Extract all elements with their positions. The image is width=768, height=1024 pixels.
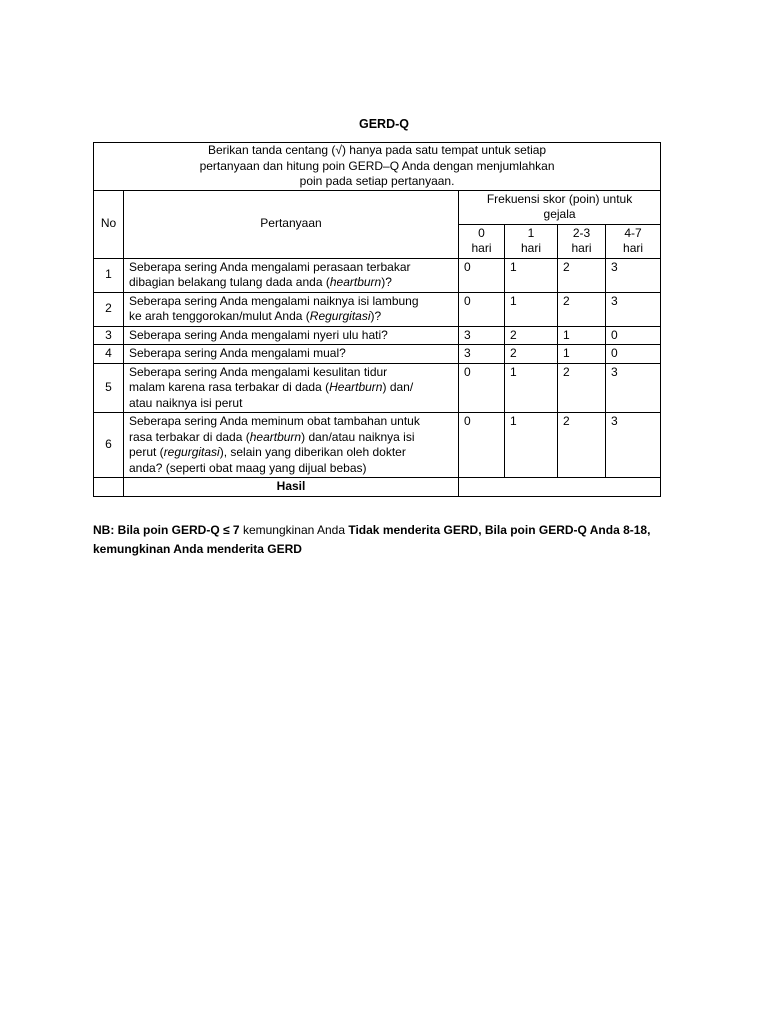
header-col-2-top: 2-3 [572, 225, 591, 240]
score-cell[interactable]: 3 [606, 258, 661, 292]
score-cell[interactable]: 3 [606, 413, 661, 478]
question-cell [124, 413, 459, 478]
question-term: regurgitasi [163, 445, 220, 459]
note-line-1 [93, 521, 693, 540]
score-cell[interactable]: 3 [606, 292, 661, 326]
header-col-3-bottom: hari [623, 241, 644, 255]
table-row [94, 326, 661, 345]
result-label: Hasil [124, 478, 459, 497]
row-number: 5 [94, 363, 124, 413]
result-row [94, 478, 661, 497]
score-cell[interactable]: 1 [558, 345, 606, 364]
question-text: malam karena rasa terbakar di dada ( [129, 380, 330, 394]
score-cell[interactable]: 0 [459, 258, 505, 292]
row-number: 4 [94, 345, 124, 364]
score-cell[interactable]: 0 [606, 326, 661, 345]
document-title: GERD-Q [359, 117, 409, 131]
score-cell[interactable]: 2 [558, 258, 606, 292]
intro-cell [94, 143, 661, 191]
intro-row [94, 143, 661, 191]
intro-line-2: pertanyaan dan hitung poin GERD–Q Anda dengan menjumlahkan [199, 158, 555, 173]
intro-line-1: Berikan tanda centang (√) hanya pada satu tempat untuk setiap [207, 143, 547, 157]
question-text: rasa terbakar di dada ( [129, 429, 250, 444]
header-col-2 [558, 224, 606, 258]
question-term: Regurgitasi [309, 309, 371, 323]
row-number: 2 [94, 292, 124, 326]
question-text: perut ( [129, 445, 164, 459]
score-cell[interactable]: 2 [558, 413, 606, 478]
header-col-1-bottom: hari [520, 241, 541, 255]
question-text: ), selain yang diberikan oleh dokter [219, 445, 406, 459]
score-cell[interactable]: 1 [558, 326, 606, 345]
header-frequency [459, 190, 661, 224]
table-row [94, 258, 661, 292]
result-empty-cell [94, 478, 124, 497]
score-cell[interactable]: 3 [459, 326, 505, 345]
score-cell[interactable]: 1 [505, 413, 558, 478]
table-row [94, 292, 661, 326]
table-row [94, 363, 661, 413]
question-line: atau naiknya isi perut [129, 395, 243, 410]
note-text: Tidak menderita GERD [348, 523, 479, 537]
question-cell [124, 258, 459, 292]
question-cell: Seberapa sering Anda mengalami nyeri ulu hati? [124, 326, 459, 345]
intro-line-3: poin pada setiap pertanyaan. [299, 174, 455, 188]
score-cell[interactable]: 0 [459, 363, 505, 413]
question-line: Seberapa sering Anda meminum obat tambahan untuk [129, 414, 420, 428]
header-col-0 [459, 224, 505, 258]
score-cell[interactable]: 2 [505, 326, 558, 345]
header-frequency-line-2: gejala [543, 207, 576, 221]
score-cell[interactable]: 1 [505, 363, 558, 413]
score-cell[interactable]: 3 [459, 345, 505, 364]
header-question: Pertanyaan [124, 190, 459, 258]
score-cell[interactable]: 2 [558, 292, 606, 326]
row-number: 1 [94, 258, 124, 292]
header-col-1-top: 1 [527, 225, 535, 240]
row-number: 3 [94, 326, 124, 345]
question-line [129, 275, 453, 291]
score-cell[interactable]: 0 [606, 345, 661, 364]
header-col-0-bottom: hari [471, 241, 492, 255]
question-text: )? [370, 309, 382, 323]
score-cell[interactable]: 2 [505, 345, 558, 364]
row-number: 6 [94, 413, 124, 478]
note-text: kemungkinan Anda [242, 523, 349, 537]
header-col-3 [606, 224, 661, 258]
note-text: , Bila poin GERD-Q Anda 8-18, [478, 523, 651, 537]
gerd-q-table [93, 142, 661, 497]
question-line [129, 309, 453, 325]
question-line: anda? (seperti obat maag yang dijual bebas) [129, 460, 367, 475]
header-col-2-bottom: hari [571, 241, 592, 255]
question-line: Seberapa sering Anda mengalami perasaan terbakar [129, 259, 411, 274]
question-term: heartburn [329, 275, 382, 289]
note-line-2: kemungkinan Anda menderita GERD [93, 542, 302, 556]
question-line [129, 430, 453, 446]
score-cell[interactable]: 0 [459, 413, 505, 478]
question-text: dibagian belakang tulang dada anda ( [129, 275, 330, 289]
question-line: Seberapa sering Anda mengalami kesulitan tidur [129, 364, 388, 379]
header-row [94, 190, 661, 224]
question-cell [124, 363, 459, 413]
header-col-3-top: 4-7 [624, 225, 642, 240]
header-col-1 [505, 224, 558, 258]
question-text: ) dan/atau naiknya isi [301, 429, 415, 444]
table-row [94, 413, 661, 478]
table-row [94, 345, 661, 364]
question-text: ke arah tenggorokan/mulut Anda ( [129, 309, 310, 323]
question-line [129, 380, 453, 396]
score-cell[interactable]: 3 [606, 363, 661, 413]
question-term: heartburn [249, 429, 302, 444]
question-line [129, 445, 453, 461]
result-value-cell[interactable] [459, 478, 661, 497]
score-cell[interactable]: 1 [505, 258, 558, 292]
score-cell[interactable]: 0 [459, 292, 505, 326]
question-line: Seberapa sering Anda mengalami naiknya isi lambung [129, 293, 419, 308]
header-frequency-line-1: Frekuensi skor (poin) untuk [486, 191, 633, 206]
question-text: )? [381, 275, 392, 289]
question-term: Heartburn [329, 380, 383, 394]
question-cell [124, 292, 459, 326]
question-text: ) dan/ [382, 380, 414, 394]
note-paragraph [93, 521, 693, 559]
score-cell[interactable]: 2 [558, 363, 606, 413]
header-col-0-top: 0 [478, 225, 485, 240]
question-cell: Seberapa sering Anda mengalami mual? [124, 345, 459, 364]
header-no: No [94, 190, 124, 258]
score-cell[interactable]: 1 [505, 292, 558, 326]
note-text: NB: Bila poin GERD-Q ≤ 7 [93, 523, 243, 537]
